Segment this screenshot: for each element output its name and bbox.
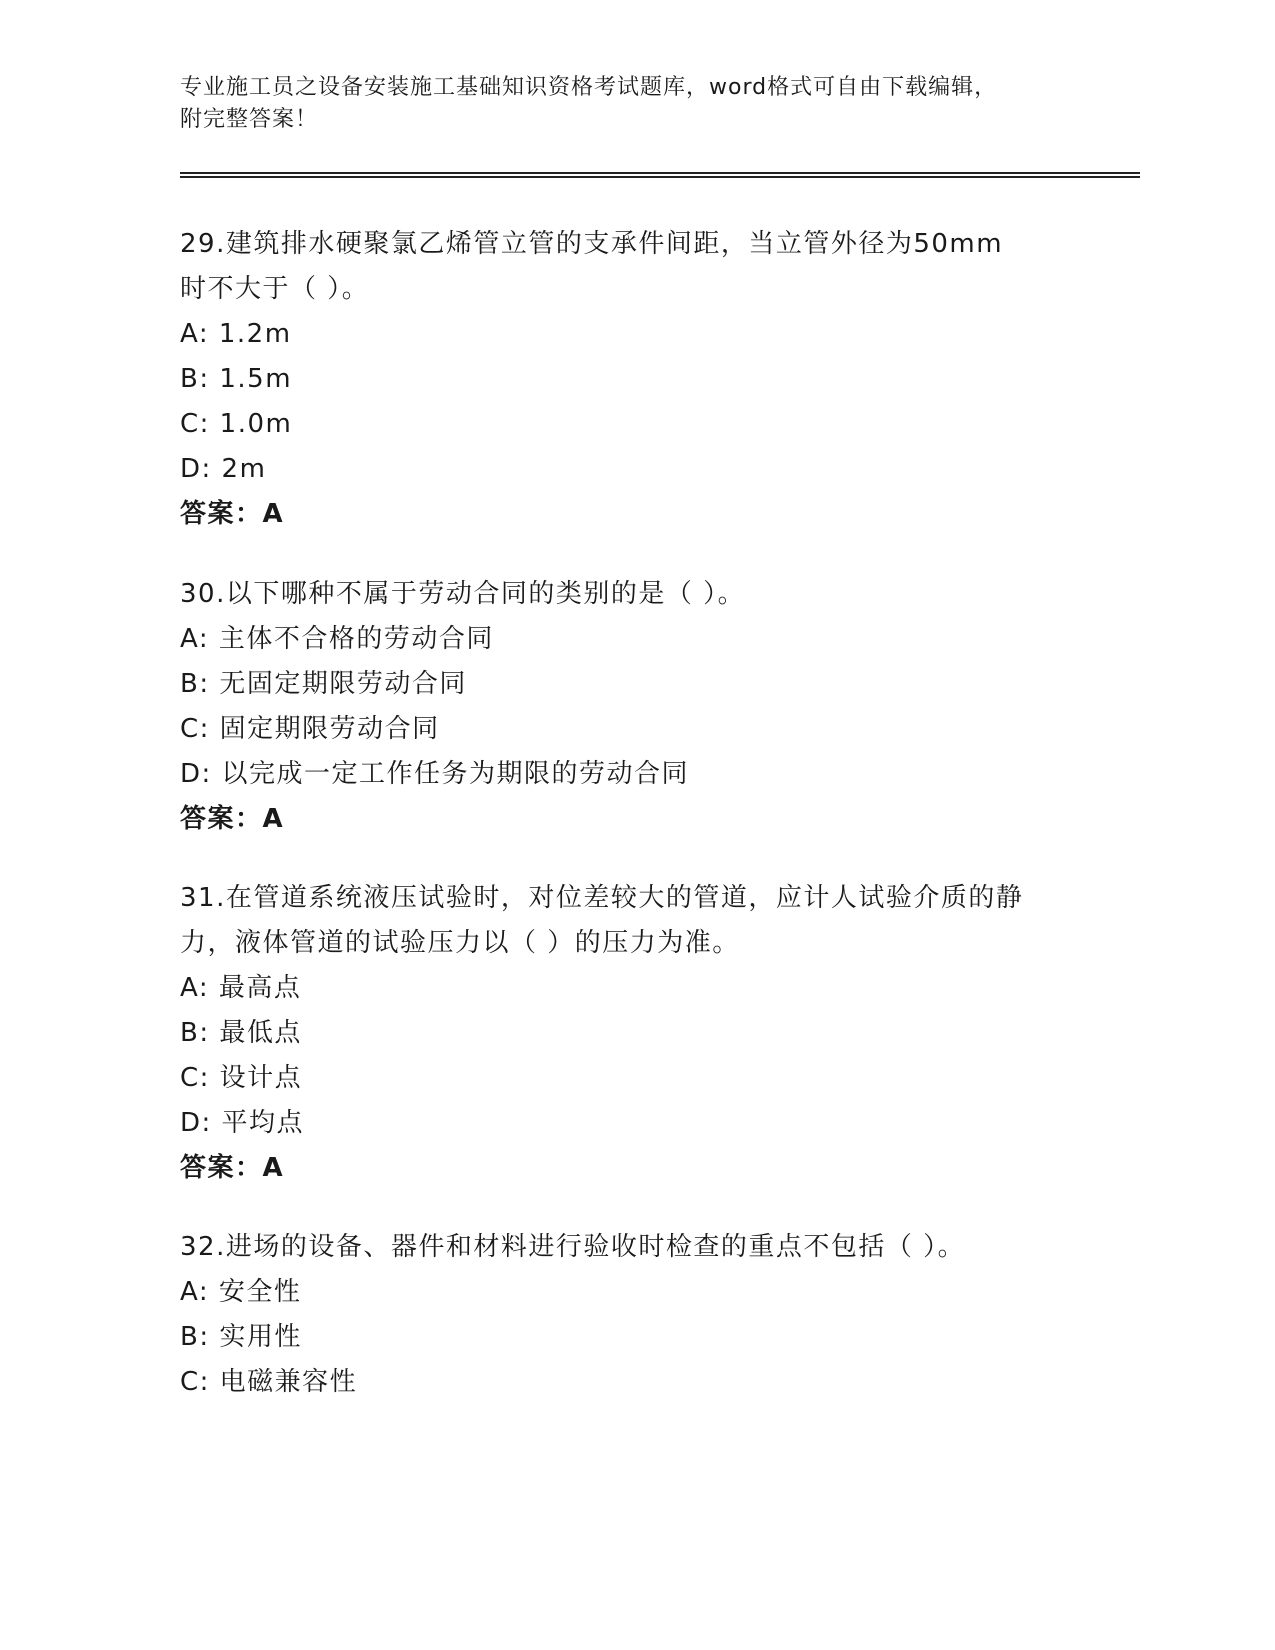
option-c: C: 1.0m (180, 409, 293, 439)
option-b: B: 最低点 (180, 1018, 302, 1048)
header-line-2: 附完整答案！ (180, 107, 319, 132)
option-c: C: 固定期限劳动合同 (180, 714, 440, 744)
question-30 (180, 572, 1140, 842)
option-b: B: 实用性 (180, 1322, 302, 1352)
option-d: D: 2m (180, 454, 267, 484)
option-d: D: 以完成一定工作任务为期限的劳动合同 (180, 759, 690, 789)
option-a: A: 1.2m (180, 319, 292, 349)
document-header (180, 72, 1140, 136)
question-stem: 30.以下哪种不属于劳动合同的类别的是（ ）。 (180, 579, 746, 609)
option-b: B: 1.5m (180, 364, 293, 394)
question-stem: 32.进场的设备、器件和材料进行验收时检查的重点不包括（ ）。 (180, 1232, 966, 1262)
option-b: B: 无固定期限劳动合同 (180, 669, 467, 699)
option-a: A: 主体不合格的劳动合同 (180, 624, 494, 654)
option-c: C: 设计点 (180, 1063, 303, 1093)
option-c: C: 电磁兼容性 (180, 1367, 358, 1397)
option-a: A: 最高点 (180, 973, 302, 1003)
option-a: A: 安全性 (180, 1277, 302, 1307)
question-stem: 31.在管道系统液压试验时，对位差较大的管道，应计人试验介质的静力，液体管道的试验压力以（ ）的压力为准。 (180, 883, 1024, 958)
question-32 (180, 1225, 1140, 1405)
header-divider (180, 172, 1140, 178)
answer-label: 答案：A (180, 1153, 285, 1183)
header-line-1: 专业施工员之设备安装施工基础知识资格考试题库，word格式可自由下载编辑， (180, 75, 998, 100)
answer-label: 答案：A (180, 499, 285, 529)
question-stem: 29.建筑排水硬聚氯乙烯管立管的支承件间距，当立管外径为50mm时不大于（ ）。 (180, 229, 1004, 304)
question-29 (180, 222, 1140, 537)
question-31 (180, 876, 1140, 1191)
answer-label: 答案：A (180, 804, 285, 834)
option-d: D: 平均点 (180, 1108, 305, 1138)
